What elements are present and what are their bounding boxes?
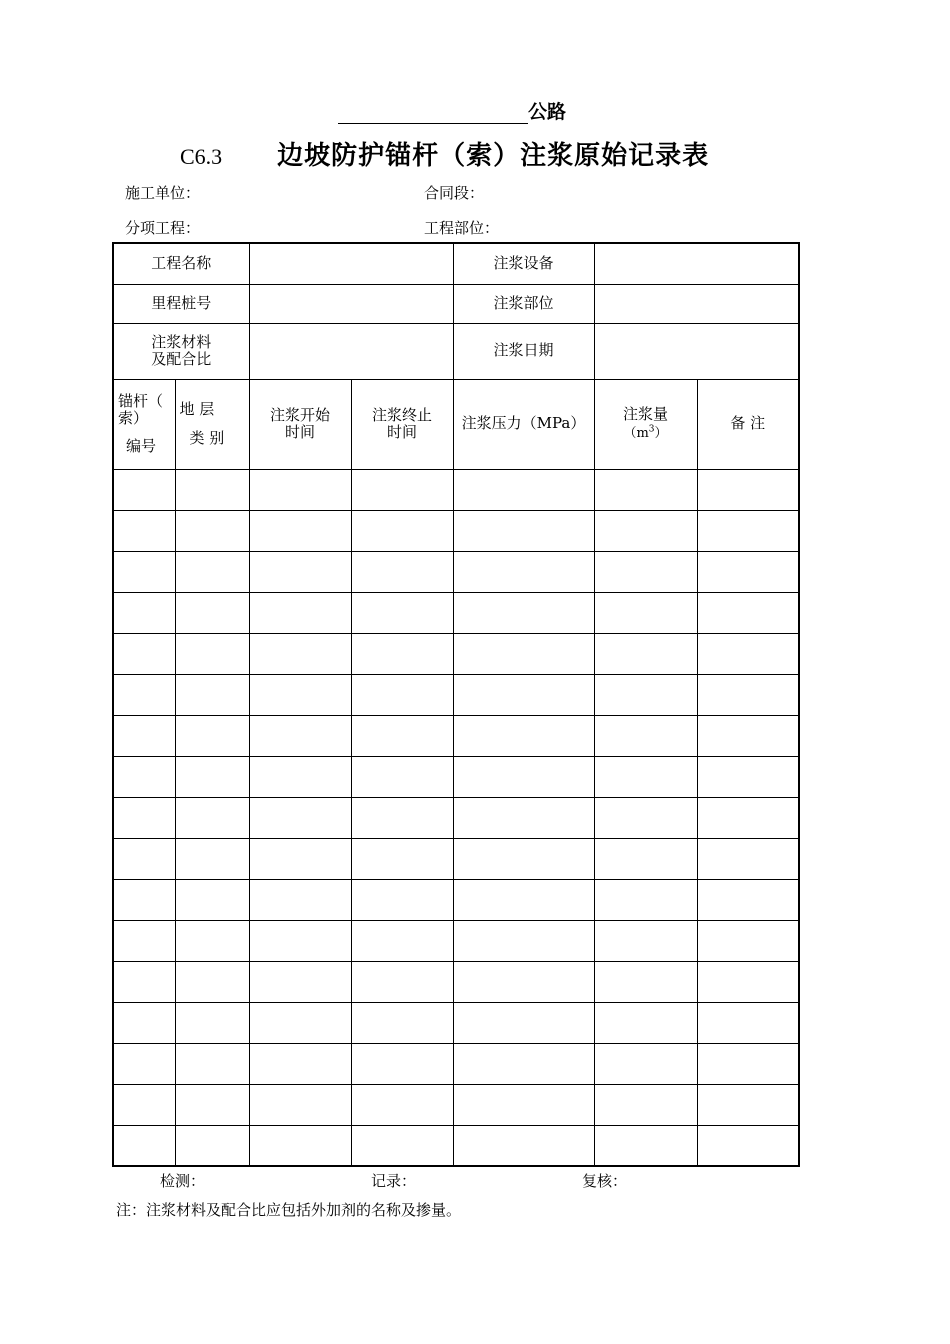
grout-material-label: [113, 323, 249, 379]
road-name-blank[interactable]: [338, 101, 528, 124]
remarks-cell[interactable]: [697, 715, 799, 756]
anchor-number-cell[interactable]: [113, 674, 175, 715]
anchor-number-cell[interactable]: [113, 633, 175, 674]
pressure-cell[interactable]: [453, 715, 594, 756]
end-time-cell[interactable]: [351, 1125, 453, 1166]
end-time-header: [351, 379, 453, 469]
end-time-cell[interactable]: [351, 920, 453, 961]
start-time-cell[interactable]: [249, 879, 351, 920]
stratum-header: [175, 379, 249, 469]
start-time-cell[interactable]: [249, 1125, 351, 1166]
pressure-cell[interactable]: [453, 510, 594, 551]
start-time-cell[interactable]: [249, 592, 351, 633]
reviewer-label: 复核：: [582, 1172, 628, 1190]
remarks-cell[interactable]: [697, 838, 799, 879]
start-time-cell[interactable]: [249, 838, 351, 879]
end-time-cell[interactable]: [351, 551, 453, 592]
stratum-cell[interactable]: [175, 674, 249, 715]
grouting-equipment-label: 注浆设备: [453, 243, 594, 284]
start-time-line2: 时间: [285, 423, 316, 441]
stratum-cell[interactable]: [175, 469, 249, 510]
remarks-cell[interactable]: [697, 961, 799, 1002]
end-time-cell[interactable]: [351, 510, 453, 551]
start-time-cell[interactable]: [249, 1002, 351, 1043]
anchor-number-cell[interactable]: [113, 469, 175, 510]
project-name-label: 工程名称: [113, 243, 249, 284]
grouting-equipment-value[interactable]: [594, 243, 799, 284]
table-row: [113, 797, 799, 838]
table-row: [113, 879, 799, 920]
anchor-number-cell[interactable]: [113, 510, 175, 551]
volume-unit: [623, 426, 667, 441]
form-code: C6.3: [180, 144, 223, 169]
anchor-number-cell[interactable]: [113, 1084, 175, 1125]
volume-header-line1: 注浆量: [623, 405, 669, 424]
start-time-cell[interactable]: [249, 715, 351, 756]
stratum-header-line2: 类 别: [189, 429, 225, 447]
pressure-cell[interactable]: [453, 797, 594, 838]
stratum-cell[interactable]: [175, 510, 249, 551]
pressure-cell[interactable]: [453, 1043, 594, 1084]
road-suffix: 公路: [528, 101, 567, 123]
remarks-cell[interactable]: [697, 592, 799, 633]
stratum-cell[interactable]: [175, 1125, 249, 1166]
remarks-cell[interactable]: [697, 756, 799, 797]
anchor-header-line2: 索）: [118, 409, 149, 428]
end-time-cell[interactable]: [351, 1043, 453, 1084]
contract-section-label: 合同段：: [424, 184, 485, 202]
grouting-location-label: 注浆部位: [453, 284, 594, 323]
end-time-cell[interactable]: [351, 756, 453, 797]
remarks-cell[interactable]: [697, 797, 799, 838]
end-time-line1: 注浆终止: [372, 405, 433, 424]
info-row-mileage: [113, 284, 799, 323]
stratum-cell[interactable]: [175, 879, 249, 920]
anchor-number-cell[interactable]: [113, 1043, 175, 1084]
project-name-value[interactable]: [249, 243, 453, 284]
volume-unit-sup: 3: [648, 424, 655, 435]
pressure-cell[interactable]: [453, 879, 594, 920]
anchor-number-cell[interactable]: [113, 715, 175, 756]
start-time-header: [249, 379, 351, 469]
remarks-cell[interactable]: [697, 879, 799, 920]
end-time-line2: 时间: [387, 423, 418, 441]
start-time-cell[interactable]: [249, 920, 351, 961]
anchor-number-cell[interactable]: [113, 961, 175, 1002]
start-time-cell[interactable]: [249, 510, 351, 551]
info-row-material: [113, 323, 799, 379]
pressure-cell[interactable]: [453, 920, 594, 961]
stratum-cell[interactable]: [175, 920, 249, 961]
remarks-cell[interactable]: [697, 510, 799, 551]
volume-cell[interactable]: [594, 1084, 697, 1125]
table-row: [113, 592, 799, 633]
remarks-cell[interactable]: [697, 551, 799, 592]
grouting-date-label: 注浆日期: [453, 323, 594, 379]
anchor-number-cell[interactable]: [113, 838, 175, 879]
pressure-cell[interactable]: [453, 756, 594, 797]
start-time-cell[interactable]: [249, 797, 351, 838]
remarks-cell[interactable]: [697, 1084, 799, 1125]
end-time-cell[interactable]: [351, 592, 453, 633]
volume-cell[interactable]: [594, 1043, 697, 1084]
end-time-cell[interactable]: [351, 469, 453, 510]
form-title: 边坡防护锚杆（索）注浆原始记录表: [277, 141, 710, 171]
volume-cell[interactable]: [594, 920, 697, 961]
volume-cell[interactable]: [594, 510, 697, 551]
table-row: [113, 1084, 799, 1125]
start-time-cell[interactable]: [249, 1043, 351, 1084]
mileage-stake-value[interactable]: [249, 284, 453, 323]
table-row: [113, 1125, 799, 1166]
table-row: [113, 838, 799, 879]
stratum-cell[interactable]: [175, 592, 249, 633]
anchor-number-cell[interactable]: [113, 1002, 175, 1043]
pressure-cell[interactable]: [453, 1084, 594, 1125]
table-row: [113, 920, 799, 961]
start-time-cell[interactable]: [249, 674, 351, 715]
volume-cell[interactable]: [594, 633, 697, 674]
volume-cell[interactable]: [594, 551, 697, 592]
anchor-number-cell[interactable]: [113, 756, 175, 797]
grouting-record-table: [112, 242, 800, 1167]
anchor-header-line3: 编号: [126, 436, 157, 455]
pressure-cell[interactable]: [453, 1002, 594, 1043]
sub-project-label: 分项工程：: [125, 219, 201, 237]
grouting-location-value[interactable]: [594, 284, 799, 323]
anchor-header-line1: 锚杆（: [118, 392, 164, 411]
remarks-cell[interactable]: [697, 1043, 799, 1084]
pressure-cell[interactable]: [453, 592, 594, 633]
end-time-cell[interactable]: [351, 838, 453, 879]
remarks-cell[interactable]: [697, 1125, 799, 1166]
table-row: [113, 756, 799, 797]
end-time-cell[interactable]: [351, 1002, 453, 1043]
table-row: [113, 510, 799, 551]
volume-cell[interactable]: [594, 961, 697, 1002]
volume-cell[interactable]: [594, 715, 697, 756]
end-time-cell[interactable]: [351, 715, 453, 756]
table-row: [113, 674, 799, 715]
end-time-cell[interactable]: [351, 1084, 453, 1125]
start-time-cell[interactable]: [249, 961, 351, 1002]
volume-cell[interactable]: [594, 592, 697, 633]
pressure-cell[interactable]: [453, 1125, 594, 1166]
end-time-cell[interactable]: [351, 961, 453, 1002]
start-time-cell[interactable]: [249, 1084, 351, 1125]
volume-cell[interactable]: [594, 838, 697, 879]
table-row: [113, 469, 799, 510]
pressure-cell[interactable]: [453, 551, 594, 592]
remarks-cell[interactable]: [697, 674, 799, 715]
start-time-cell[interactable]: [249, 756, 351, 797]
start-time-cell[interactable]: [249, 551, 351, 592]
stratum-cell[interactable]: [175, 715, 249, 756]
remarks-cell[interactable]: [697, 469, 799, 510]
grout-material-line2: 及配合比: [151, 350, 212, 368]
stratum-cell[interactable]: [175, 838, 249, 879]
table-row: [113, 961, 799, 1002]
mileage-stake-label: 里程桩号: [113, 284, 249, 323]
remarks-cell[interactable]: [697, 920, 799, 961]
volume-cell[interactable]: [594, 1002, 697, 1043]
column-header-row: [113, 379, 799, 469]
grout-material-value[interactable]: [249, 323, 453, 379]
inspector-label: 检测：: [160, 1172, 206, 1190]
volume-cell[interactable]: [594, 756, 697, 797]
volume-cell[interactable]: [594, 469, 697, 510]
stratum-header-line1: 地 层: [179, 399, 215, 418]
start-time-cell[interactable]: [249, 633, 351, 674]
stratum-cell[interactable]: [175, 1084, 249, 1125]
stratum-cell[interactable]: [175, 961, 249, 1002]
pressure-cell[interactable]: [453, 674, 594, 715]
table-row: [113, 1002, 799, 1043]
stratum-cell[interactable]: [175, 633, 249, 674]
pressure-cell[interactable]: [453, 469, 594, 510]
anchor-number-cell[interactable]: [113, 592, 175, 633]
remarks-header: 备 注: [697, 379, 799, 469]
stratum-cell[interactable]: [175, 1002, 249, 1043]
grout-material-line1: 注浆材料: [151, 332, 212, 351]
recorder-label: 记录：: [371, 1172, 417, 1190]
stratum-cell[interactable]: [175, 797, 249, 838]
footnote: 注：注浆材料及配合比应包括外加剂的名称及掺量。: [116, 1201, 462, 1219]
project-part-label: 工程部位：: [424, 219, 500, 237]
anchor-number-cell[interactable]: [113, 797, 175, 838]
volume-unit-close: ）: [654, 425, 668, 441]
start-time-cell[interactable]: [249, 469, 351, 510]
anchor-number-header: [113, 379, 175, 469]
start-time-line1: 注浆开始: [270, 405, 331, 424]
table-row: [113, 633, 799, 674]
table-row: [113, 1043, 799, 1084]
pressure-cell[interactable]: [453, 633, 594, 674]
end-time-cell[interactable]: [351, 879, 453, 920]
stratum-cell[interactable]: [175, 1043, 249, 1084]
title-row: [180, 135, 709, 172]
construction-unit-label: 施工单位：: [125, 184, 201, 202]
table-row: [113, 715, 799, 756]
volume-header: [594, 379, 697, 469]
info-row-project: [113, 243, 799, 284]
pressure-header: 注浆压力（MPa）: [453, 379, 594, 469]
stratum-cell[interactable]: [175, 756, 249, 797]
pressure-cell[interactable]: [453, 838, 594, 879]
volume-cell[interactable]: [594, 1125, 697, 1166]
end-time-cell[interactable]: [351, 797, 453, 838]
remarks-cell[interactable]: [697, 633, 799, 674]
table-row: [113, 551, 799, 592]
anchor-number-cell[interactable]: [113, 551, 175, 592]
anchor-number-cell[interactable]: [113, 920, 175, 961]
volume-cell[interactable]: [594, 674, 697, 715]
remarks-cell[interactable]: [697, 1002, 799, 1043]
stratum-cell[interactable]: [175, 551, 249, 592]
volume-cell[interactable]: [594, 797, 697, 838]
anchor-number-cell[interactable]: [113, 1125, 175, 1166]
anchor-number-cell[interactable]: [113, 879, 175, 920]
pressure-cell[interactable]: [453, 961, 594, 1002]
grouting-date-value[interactable]: [594, 323, 799, 379]
volume-unit-open: （m: [623, 425, 649, 441]
volume-cell[interactable]: [594, 879, 697, 920]
road-name-line: [338, 97, 566, 124]
end-time-cell[interactable]: [351, 674, 453, 715]
end-time-cell[interactable]: [351, 633, 453, 674]
